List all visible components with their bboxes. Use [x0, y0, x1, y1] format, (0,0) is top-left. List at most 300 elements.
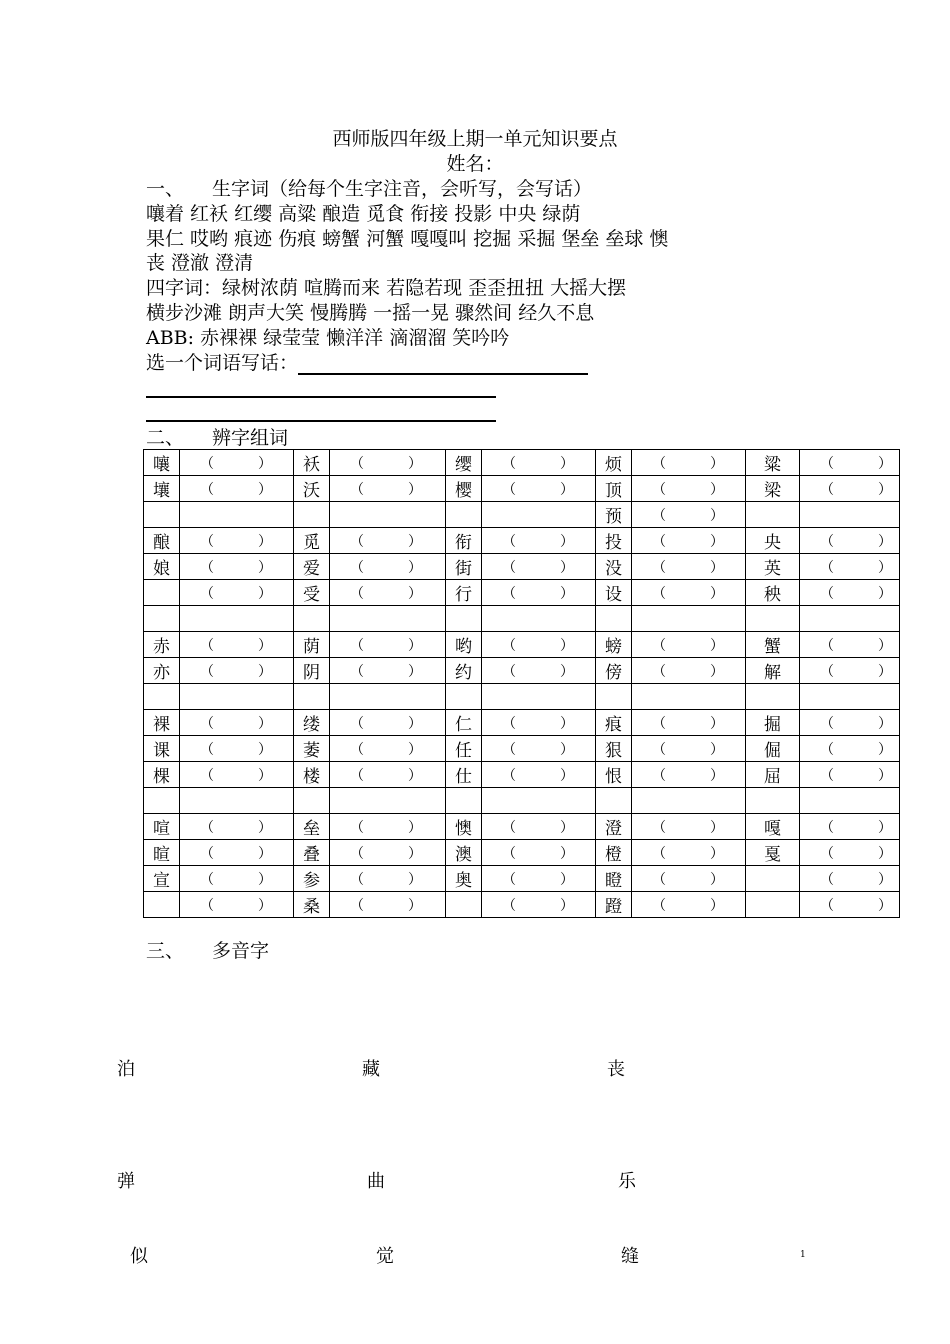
character-cell: 秧 — [746, 580, 800, 606]
paren-open: （ — [820, 845, 834, 862]
paren-open: （ — [652, 559, 666, 576]
character-cell: 缨 — [446, 450, 482, 476]
word-answer-cell[interactable] — [180, 554, 294, 580]
paren-open: （ — [350, 559, 364, 576]
word-answer-cell[interactable] — [482, 606, 596, 632]
word-answer-cell[interactable] — [330, 892, 446, 918]
character-cell: 觅 — [294, 528, 330, 554]
word-answer-cell[interactable] — [800, 814, 900, 840]
paren-open: （ — [652, 819, 666, 836]
character-cell — [746, 502, 800, 528]
word-answer-cell[interactable] — [482, 814, 596, 840]
character-cell: 投 — [596, 528, 632, 554]
paren-close: ） — [408, 637, 422, 654]
paren-close: ） — [560, 845, 574, 862]
polyphone-char: 曲 — [367, 1171, 385, 1192]
polyphone-char: 觉 — [376, 1246, 394, 1267]
character-cell: 狠 — [596, 736, 632, 762]
paren-close: ） — [878, 871, 892, 888]
word-answer-cell[interactable] — [330, 554, 446, 580]
page-number: 1 — [800, 1250, 806, 1260]
paren-close: ） — [408, 845, 422, 862]
character-cell: 解 — [746, 658, 800, 684]
character-cell: 桑 — [294, 892, 330, 918]
character-cell: 叠 — [294, 840, 330, 866]
word-answer-cell[interactable] — [482, 840, 596, 866]
word-answer-cell[interactable] — [632, 476, 746, 502]
word-answer-cell[interactable] — [180, 840, 294, 866]
word-answer-cell[interactable] — [800, 450, 900, 476]
word-answer-cell[interactable] — [330, 632, 446, 658]
word-answer-cell[interactable] — [632, 450, 746, 476]
word-answer-cell[interactable] — [180, 892, 294, 918]
character-cell — [294, 788, 330, 814]
paren-close: ） — [560, 455, 574, 472]
character-cell: 嚷 — [144, 450, 180, 476]
character-cell — [596, 606, 632, 632]
word-answer-cell[interactable] — [800, 736, 900, 762]
document-title: 西师版四年级上期一单元知识要点 — [332, 128, 618, 150]
paren-close: ） — [710, 533, 724, 550]
polyphone-char: 乐 — [618, 1171, 636, 1192]
character-cell — [294, 606, 330, 632]
word-answer-cell[interactable] — [482, 554, 596, 580]
word-answer-cell[interactable] — [632, 866, 746, 892]
paren-close: ） — [258, 663, 272, 680]
paren-close: ） — [710, 481, 724, 498]
character-cell: 仁 — [446, 710, 482, 736]
table-row — [144, 840, 900, 866]
paren-close: ） — [710, 559, 724, 576]
word-answer-cell[interactable] — [800, 710, 900, 736]
paren-close: ） — [560, 897, 574, 914]
paren-open: （ — [502, 637, 516, 654]
paren-open: （ — [652, 897, 666, 914]
table-row — [144, 710, 900, 736]
character-cell — [446, 684, 482, 710]
word-answer-cell[interactable] — [180, 736, 294, 762]
character-cell: 恨 — [596, 762, 632, 788]
paren-open: （ — [350, 871, 364, 888]
word-answer-cell[interactable] — [632, 892, 746, 918]
paren-open: （ — [350, 845, 364, 862]
section2-title: 辨字组词 — [212, 427, 289, 449]
table-row — [144, 788, 900, 814]
paren-close: ） — [710, 897, 724, 914]
paren-close: ） — [258, 845, 272, 862]
word-answer-cell[interactable] — [180, 476, 294, 502]
paren-open: （ — [200, 741, 214, 758]
word-answer-cell[interactable] — [800, 762, 900, 788]
paren-open: （ — [820, 715, 834, 732]
paren-open: （ — [502, 585, 516, 602]
character-cell: 喧 — [144, 814, 180, 840]
paren-close: ） — [710, 637, 724, 654]
table-row — [144, 892, 900, 918]
paren-close: ） — [408, 455, 422, 472]
section2-heading — [146, 423, 288, 450]
word-answer-cell[interactable] — [632, 814, 746, 840]
character-cell: 受 — [294, 580, 330, 606]
paren-close: ） — [878, 715, 892, 732]
paren-close: ） — [560, 741, 574, 758]
section3-number: 三、 — [146, 940, 185, 962]
paren-open: （ — [350, 767, 364, 784]
word-answer-cell[interactable] — [330, 814, 446, 840]
word-answer-cell[interactable] — [330, 710, 446, 736]
paren-close: ） — [710, 663, 724, 680]
word-answer-cell[interactable] — [632, 840, 746, 866]
word-answer-cell[interactable] — [330, 606, 446, 632]
word-answer-cell[interactable] — [632, 684, 746, 710]
paren-open: （ — [502, 897, 516, 914]
polyphone-char: 丧 — [607, 1059, 625, 1080]
word-answer-cell[interactable] — [180, 710, 294, 736]
paren-open: （ — [652, 715, 666, 732]
word-answer-cell[interactable] — [330, 840, 446, 866]
paren-open: （ — [652, 533, 666, 550]
paren-open: （ — [820, 481, 834, 498]
paren-open: （ — [502, 871, 516, 888]
table-row — [144, 866, 900, 892]
word-answer-cell[interactable] — [632, 710, 746, 736]
character-cell: 橙 — [596, 840, 632, 866]
polyphone-char: 泊 — [117, 1059, 135, 1080]
paren-close: ） — [560, 585, 574, 602]
word-answer-cell[interactable] — [180, 606, 294, 632]
word-answer-cell[interactable] — [632, 762, 746, 788]
word-answer-cell[interactable] — [482, 892, 596, 918]
word-answer-cell[interactable] — [800, 684, 900, 710]
character-cell: 壤 — [144, 476, 180, 502]
paren-close: ） — [878, 897, 892, 914]
word-answer-cell[interactable] — [632, 502, 746, 528]
vocab-line-4: 四字词：绿树浓荫 喧腾而来 若隐若现 歪歪扭扭 大摇大摆 — [146, 277, 627, 299]
table-row — [144, 684, 900, 710]
character-cell: 衔 — [446, 528, 482, 554]
table-row — [144, 502, 900, 528]
paren-open: （ — [652, 637, 666, 654]
paren-close: ） — [710, 845, 724, 862]
paren-close: ） — [878, 585, 892, 602]
paren-close: ） — [408, 741, 422, 758]
character-cell: 约 — [446, 658, 482, 684]
character-table — [143, 449, 900, 918]
paren-open: （ — [200, 455, 214, 472]
character-cell: 懊 — [446, 814, 482, 840]
word-answer-cell[interactable] — [180, 632, 294, 658]
character-cell: 蟹 — [746, 632, 800, 658]
character-cell: 亦 — [144, 658, 180, 684]
name-label: 姓名： — [446, 153, 504, 175]
word-answer-cell[interactable] — [632, 580, 746, 606]
write-prompt-label: 选一个词语写话： — [146, 352, 299, 374]
paren-close: ） — [258, 715, 272, 732]
word-answer-cell[interactable] — [800, 866, 900, 892]
table-row — [144, 814, 900, 840]
word-answer-cell[interactable] — [330, 866, 446, 892]
word-answer-cell[interactable] — [800, 632, 900, 658]
word-answer-cell[interactable] — [180, 580, 294, 606]
vocab-line-1: 嚷着 红袄 红缨 高粱 酿造 觅食 衔接 投影 中央 绿荫 — [146, 203, 581, 225]
polyphone-char: 似 — [130, 1246, 148, 1267]
word-answer-cell[interactable] — [330, 476, 446, 502]
word-answer-cell[interactable] — [482, 528, 596, 554]
word-answer-cell[interactable] — [482, 580, 596, 606]
paren-open: （ — [652, 845, 666, 862]
word-answer-cell[interactable] — [482, 710, 596, 736]
paren-close: ） — [878, 767, 892, 784]
character-cell — [446, 502, 482, 528]
word-answer-cell[interactable] — [180, 866, 294, 892]
word-answer-cell[interactable] — [330, 528, 446, 554]
word-answer-cell[interactable] — [180, 528, 294, 554]
character-cell: 荫 — [294, 632, 330, 658]
word-answer-cell[interactable] — [330, 736, 446, 762]
character-cell — [596, 788, 632, 814]
write-prompt — [146, 348, 588, 375]
table-row — [144, 450, 900, 476]
character-cell — [294, 684, 330, 710]
word-answer-cell[interactable] — [330, 450, 446, 476]
word-answer-cell[interactable] — [800, 788, 900, 814]
word-answer-cell[interactable] — [482, 788, 596, 814]
word-answer-cell[interactable] — [482, 762, 596, 788]
table-row — [144, 528, 900, 554]
paren-open: （ — [200, 845, 214, 862]
character-cell: 垒 — [294, 814, 330, 840]
word-answer-cell[interactable] — [800, 502, 900, 528]
character-cell: 瞪 — [596, 866, 632, 892]
character-cell — [144, 684, 180, 710]
word-answer-cell[interactable] — [482, 684, 596, 710]
word-answer-cell[interactable] — [632, 658, 746, 684]
character-cell: 街 — [446, 554, 482, 580]
paren-close: ） — [408, 897, 422, 914]
character-cell: 行 — [446, 580, 482, 606]
paren-open: （ — [502, 559, 516, 576]
section1-number: 一、 — [146, 178, 185, 200]
paren-open: （ — [350, 455, 364, 472]
paren-close: ） — [258, 897, 272, 914]
character-cell: 哟 — [446, 632, 482, 658]
character-cell: 螃 — [596, 632, 632, 658]
vocab-line-3: 丧 澄澈 澄清 — [146, 252, 254, 274]
word-answer-cell[interactable] — [180, 814, 294, 840]
paren-close: ） — [258, 533, 272, 550]
word-answer-cell[interactable] — [482, 450, 596, 476]
word-answer-cell[interactable] — [482, 736, 596, 762]
word-answer-cell[interactable] — [800, 528, 900, 554]
character-cell: 袄 — [294, 450, 330, 476]
word-answer-cell[interactable] — [180, 762, 294, 788]
paren-close: ） — [710, 741, 724, 758]
paren-open: （ — [502, 481, 516, 498]
word-answer-cell[interactable] — [632, 736, 746, 762]
write-answer-line[interactable] — [298, 355, 588, 375]
character-cell: 缕 — [294, 710, 330, 736]
paren-close: ） — [258, 819, 272, 836]
word-answer-cell[interactable] — [800, 580, 900, 606]
paren-open: （ — [350, 715, 364, 732]
word-answer-cell[interactable] — [632, 632, 746, 658]
paren-open: （ — [652, 507, 666, 524]
character-cell: 设 — [596, 580, 632, 606]
polyphone-char: 缝 — [621, 1246, 639, 1267]
character-cell: 梁 — [746, 476, 800, 502]
word-answer-cell[interactable] — [330, 684, 446, 710]
paren-close: ） — [408, 481, 422, 498]
character-cell: 英 — [746, 554, 800, 580]
character-cell: 烦 — [596, 450, 632, 476]
word-answer-cell[interactable] — [180, 502, 294, 528]
vocab-line-5: 横步沙滩 朗声大笑 慢腾腾 一摇一晃 骤然间 经久不息 — [146, 302, 595, 324]
character-cell: 宣 — [144, 866, 180, 892]
word-answer-cell[interactable] — [330, 762, 446, 788]
word-answer-cell[interactable] — [800, 476, 900, 502]
word-answer-cell[interactable] — [180, 684, 294, 710]
paren-close: ） — [710, 455, 724, 472]
answer-line-3[interactable] — [146, 420, 496, 422]
section3-title: 多音字 — [212, 940, 270, 962]
paren-open: （ — [502, 663, 516, 680]
paren-open: （ — [502, 715, 516, 732]
character-cell — [746, 788, 800, 814]
paren-open: （ — [200, 533, 214, 550]
paren-close: ） — [878, 741, 892, 758]
paren-close: ） — [560, 559, 574, 576]
paren-close: ） — [710, 871, 724, 888]
character-cell — [144, 580, 180, 606]
paren-close: ） — [258, 741, 272, 758]
word-answer-cell[interactable] — [800, 606, 900, 632]
table-row — [144, 658, 900, 684]
character-cell: 娘 — [144, 554, 180, 580]
character-cell: 粱 — [746, 450, 800, 476]
word-answer-cell[interactable] — [800, 892, 900, 918]
word-answer-cell[interactable] — [482, 476, 596, 502]
character-cell: 澄 — [596, 814, 632, 840]
table-row — [144, 632, 900, 658]
paren-close: ） — [878, 819, 892, 836]
character-cell: 赤 — [144, 632, 180, 658]
paren-open: （ — [820, 637, 834, 654]
word-answer-cell[interactable] — [330, 580, 446, 606]
character-cell: 倔 — [746, 736, 800, 762]
word-answer-cell[interactable] — [800, 840, 900, 866]
paren-close: ） — [408, 585, 422, 602]
character-cell: 掘 — [746, 710, 800, 736]
polyphone-char: 弹 — [117, 1171, 135, 1192]
section1-title: 生字词（给每个生字注音，会听写，会写话） — [212, 178, 593, 200]
table-row — [144, 736, 900, 762]
word-answer-cell[interactable] — [330, 658, 446, 684]
word-answer-cell[interactable] — [800, 658, 900, 684]
paren-close: ） — [560, 533, 574, 550]
paren-open: （ — [200, 897, 214, 914]
word-answer-cell[interactable] — [180, 658, 294, 684]
paren-open: （ — [200, 663, 214, 680]
paren-open: （ — [200, 559, 214, 576]
word-answer-cell[interactable] — [330, 788, 446, 814]
paren-close: ） — [408, 767, 422, 784]
paren-open: （ — [820, 559, 834, 576]
paren-close: ） — [878, 533, 892, 550]
paren-close: ） — [560, 767, 574, 784]
word-answer-cell[interactable] — [632, 606, 746, 632]
paren-open: （ — [820, 741, 834, 758]
table-row — [144, 476, 900, 502]
word-answer-cell[interactable] — [180, 788, 294, 814]
word-answer-cell[interactable] — [482, 632, 596, 658]
word-answer-cell[interactable] — [482, 658, 596, 684]
word-answer-cell[interactable] — [482, 866, 596, 892]
paren-close: ） — [408, 663, 422, 680]
paren-open: （ — [350, 741, 364, 758]
character-cell — [294, 502, 330, 528]
character-cell: 暄 — [144, 840, 180, 866]
paren-close: ） — [560, 871, 574, 888]
paren-close: ） — [258, 637, 272, 654]
character-cell — [746, 684, 800, 710]
word-answer-cell[interactable] — [180, 450, 294, 476]
character-cell: 棵 — [144, 762, 180, 788]
word-answer-cell[interactable] — [632, 528, 746, 554]
paren-open: （ — [820, 455, 834, 472]
paren-open: （ — [652, 481, 666, 498]
paren-open: （ — [200, 767, 214, 784]
word-answer-cell[interactable] — [330, 502, 446, 528]
paren-close: ） — [560, 715, 574, 732]
paren-close: ） — [258, 585, 272, 602]
table-row — [144, 580, 900, 606]
character-cell: 傍 — [596, 658, 632, 684]
word-answer-cell[interactable] — [482, 502, 596, 528]
character-cell: 酿 — [144, 528, 180, 554]
character-cell: 奥 — [446, 866, 482, 892]
paren-open: （ — [820, 585, 834, 602]
paren-open: （ — [652, 455, 666, 472]
paren-close: ） — [258, 871, 272, 888]
paren-open: （ — [350, 481, 364, 498]
paren-open: （ — [350, 533, 364, 550]
word-answer-cell[interactable] — [632, 554, 746, 580]
paren-open: （ — [652, 871, 666, 888]
paren-open: （ — [820, 871, 834, 888]
character-cell — [144, 606, 180, 632]
character-cell: 痕 — [596, 710, 632, 736]
character-cell: 蹬 — [596, 892, 632, 918]
character-cell: 仕 — [446, 762, 482, 788]
paren-close: ） — [710, 507, 724, 524]
word-answer-cell[interactable] — [632, 788, 746, 814]
character-cell — [746, 866, 800, 892]
table-row — [144, 554, 900, 580]
character-cell — [446, 606, 482, 632]
paren-open: （ — [350, 637, 364, 654]
paren-open: （ — [200, 637, 214, 654]
answer-line-2[interactable] — [146, 396, 496, 398]
paren-open: （ — [820, 897, 834, 914]
section1-heading — [146, 174, 592, 201]
paren-close: ） — [560, 637, 574, 654]
character-cell: 预 — [596, 502, 632, 528]
character-cell: 央 — [746, 528, 800, 554]
paren-close: ） — [258, 481, 272, 498]
character-cell: 嘎 — [746, 814, 800, 840]
word-answer-cell[interactable] — [800, 554, 900, 580]
character-cell: 澳 — [446, 840, 482, 866]
